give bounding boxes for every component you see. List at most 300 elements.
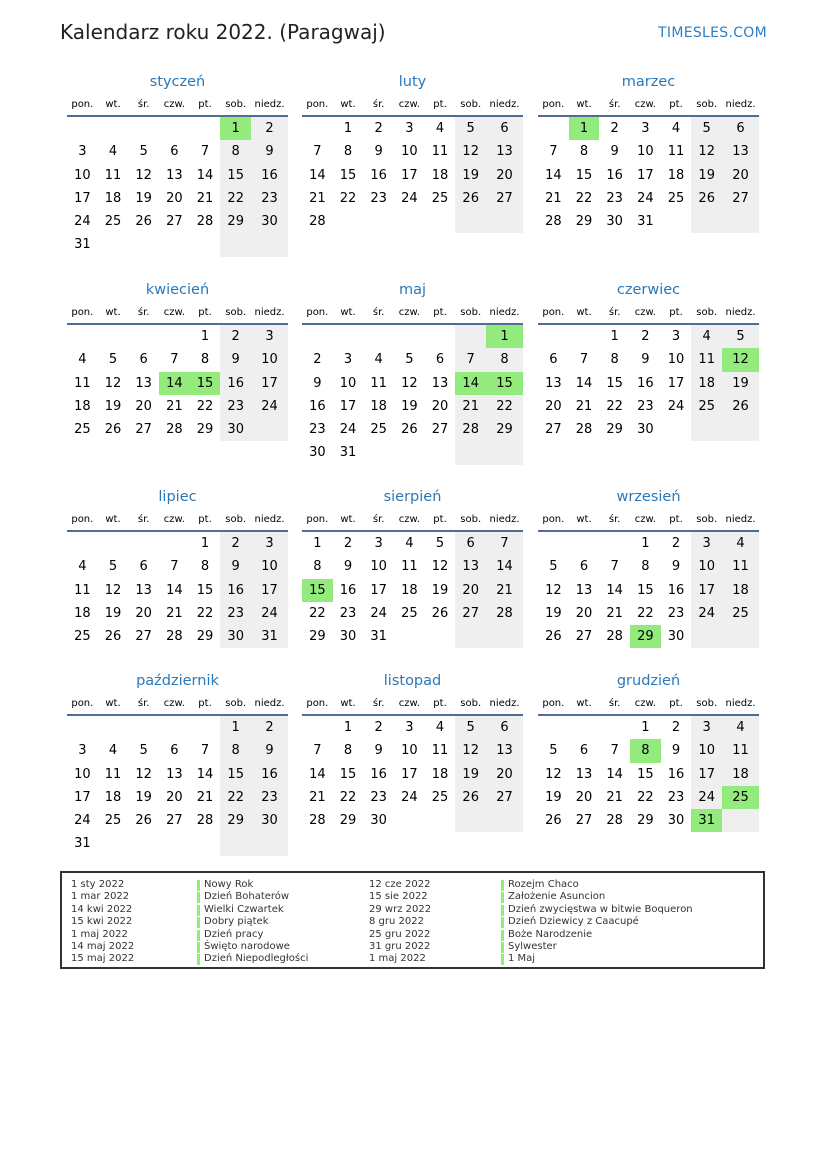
day-cell[interactable]: 21 xyxy=(545,190,562,206)
day-cell[interactable]: 29 xyxy=(309,629,326,645)
day-cell[interactable]: 21 xyxy=(196,190,214,206)
day-cell[interactable]: 30 xyxy=(339,629,357,645)
day-cell[interactable]: 21 xyxy=(196,789,214,805)
day-cell[interactable]: 24 xyxy=(251,602,288,625)
day-cell[interactable]: 15 xyxy=(486,372,523,395)
day-cell[interactable]: 26 xyxy=(104,422,122,438)
day-cell[interactable]: 6 xyxy=(486,117,523,140)
day-cell[interactable]: 1 xyxy=(610,329,619,344)
day-cell[interactable]: 26 xyxy=(135,214,152,230)
day-cell[interactable]: 31 xyxy=(637,214,654,230)
day-cell[interactable]: 21 xyxy=(455,395,486,418)
day-cell[interactable]: 15 xyxy=(196,582,214,598)
day-cell[interactable]: 22 xyxy=(486,395,523,418)
day-cell[interactable]: 5 xyxy=(722,325,759,348)
day-cell[interactable]: 5 xyxy=(405,352,414,368)
day-cell[interactable]: 3 xyxy=(641,121,650,136)
day-cell[interactable]: 2 xyxy=(313,352,322,368)
day-cell[interactable]: 18 xyxy=(722,763,759,786)
day-cell[interactable]: 11 xyxy=(104,167,122,183)
day-cell[interactable]: 23 xyxy=(606,190,623,206)
day-cell[interactable]: 5 xyxy=(455,117,486,140)
day-cell[interactable]: 8 xyxy=(579,144,589,160)
day-cell[interactable]: 23 xyxy=(309,422,326,438)
day-cell[interactable]: 10 xyxy=(251,348,288,371)
day-cell[interactable]: 19 xyxy=(545,605,562,621)
day-cell[interactable]: 16 xyxy=(309,398,326,414)
day-cell[interactable]: 5 xyxy=(549,559,558,575)
day-cell[interactable]: 18 xyxy=(431,167,449,183)
day-cell[interactable]: 31 xyxy=(339,445,357,461)
day-cell[interactable]: 7 xyxy=(200,743,210,759)
day-cell[interactable]: 17 xyxy=(401,766,418,782)
day-cell[interactable]: 13 xyxy=(135,375,152,391)
day-cell[interactable]: 17 xyxy=(637,167,654,183)
day-cell[interactable]: 26 xyxy=(455,187,486,210)
day-cell[interactable]: 18 xyxy=(667,167,685,183)
day-cell[interactable]: 31 xyxy=(370,629,387,645)
day-cell[interactable]: 17 xyxy=(251,579,288,602)
day-cell[interactable]: 20 xyxy=(545,398,562,414)
day-cell[interactable]: 26 xyxy=(545,629,562,645)
day-cell[interactable]: 4 xyxy=(435,720,445,735)
day-cell[interactable]: 14 xyxy=(606,766,623,782)
day-cell[interactable]: 20 xyxy=(575,789,593,805)
day-cell[interactable]: 30 xyxy=(309,445,326,461)
day-cell[interactable]: 6 xyxy=(139,559,148,575)
day-cell[interactable]: 4 xyxy=(722,532,759,555)
day-cell[interactable]: 25 xyxy=(104,214,122,230)
day-cell[interactable]: 3 xyxy=(78,144,87,160)
day-cell[interactable]: 16 xyxy=(339,582,357,598)
day-cell[interactable]: 19 xyxy=(401,398,418,414)
day-cell[interactable]: 4 xyxy=(78,352,87,368)
day-cell[interactable]: 27 xyxy=(486,187,523,210)
day-cell[interactable]: 14 xyxy=(196,167,214,183)
day-cell[interactable]: 24 xyxy=(637,190,654,206)
day-cell[interactable]: 24 xyxy=(667,398,685,414)
day-cell[interactable]: 10 xyxy=(691,739,722,762)
day-cell[interactable]: 27 xyxy=(575,813,593,829)
day-cell[interactable]: 12 xyxy=(401,375,418,391)
day-cell[interactable]: 26 xyxy=(545,813,562,829)
day-cell[interactable]: 3 xyxy=(691,532,722,555)
day-cell[interactable]: 6 xyxy=(579,559,589,575)
day-cell[interactable]: 30 xyxy=(251,210,288,233)
brand-logo-text[interactable]: TIMESLES.COM xyxy=(658,25,767,41)
day-cell[interactable]: 4 xyxy=(691,325,722,348)
day-cell[interactable]: 16 xyxy=(370,766,387,782)
day-cell[interactable]: 9 xyxy=(641,352,650,368)
day-cell[interactable]: 19 xyxy=(135,190,152,206)
day-cell[interactable]: 6 xyxy=(139,352,148,368)
day-cell[interactable]: 21 xyxy=(606,605,623,621)
day-cell[interactable]: 28 xyxy=(606,629,623,645)
day-cell[interactable]: 9 xyxy=(374,144,383,160)
day-cell[interactable]: 3 xyxy=(405,121,414,136)
day-cell[interactable]: 7 xyxy=(170,559,179,575)
day-cell[interactable]: 9 xyxy=(220,555,251,578)
day-cell[interactable]: 18 xyxy=(104,190,122,206)
day-cell[interactable]: 28 xyxy=(166,422,183,438)
day-cell[interactable]: 3 xyxy=(343,352,353,368)
day-cell[interactable]: 10 xyxy=(339,375,357,391)
day-cell[interactable]: 9 xyxy=(610,144,619,160)
day-cell[interactable]: 20 xyxy=(135,398,152,414)
day-cell[interactable]: 1 xyxy=(313,536,322,551)
day-cell[interactable]: 9 xyxy=(374,743,383,759)
day-cell[interactable]: 7 xyxy=(579,352,589,368)
day-cell[interactable]: 28 xyxy=(309,214,326,230)
day-cell[interactable]: 2 xyxy=(220,532,251,555)
day-cell[interactable]: 28 xyxy=(545,214,562,230)
day-cell[interactable]: 25 xyxy=(74,422,91,438)
day-cell[interactable]: 28 xyxy=(166,629,183,645)
day-cell[interactable]: 6 xyxy=(170,144,179,160)
day-cell[interactable]: 29 xyxy=(196,422,214,438)
day-cell[interactable]: 10 xyxy=(637,144,654,160)
day-cell[interactable]: 29 xyxy=(486,418,523,441)
day-cell[interactable]: 16 xyxy=(637,375,654,391)
day-cell[interactable]: 22 xyxy=(637,789,654,805)
day-cell[interactable]: 1 xyxy=(343,121,353,136)
day-cell[interactable]: 25 xyxy=(691,395,722,418)
day-cell[interactable]: 23 xyxy=(370,190,387,206)
day-cell[interactable]: 12 xyxy=(135,766,152,782)
day-cell[interactable]: 24 xyxy=(370,605,387,621)
day-cell[interactable]: 23 xyxy=(251,786,288,809)
day-cell[interactable]: 22 xyxy=(339,190,357,206)
day-cell[interactable]: 16 xyxy=(667,582,685,598)
day-cell[interactable]: 25 xyxy=(667,190,685,206)
day-cell[interactable]: 28 xyxy=(575,422,593,438)
day-cell[interactable]: 12 xyxy=(431,559,449,575)
day-cell[interactable]: 6 xyxy=(549,352,558,368)
day-cell[interactable]: 23 xyxy=(667,605,685,621)
day-cell[interactable]: 23 xyxy=(667,789,685,805)
day-cell[interactable]: 11 xyxy=(722,739,759,762)
day-cell[interactable]: 15 xyxy=(339,167,357,183)
day-cell[interactable]: 2 xyxy=(671,536,681,551)
day-cell[interactable]: 7 xyxy=(486,532,523,555)
day-cell[interactable]: 4 xyxy=(671,121,681,136)
day-cell[interactable]: 22 xyxy=(575,190,593,206)
day-cell[interactable]: 19 xyxy=(135,789,152,805)
day-cell[interactable]: 23 xyxy=(220,602,251,625)
day-cell[interactable]: 25 xyxy=(104,813,122,829)
day-cell[interactable]: 27 xyxy=(455,602,486,625)
day-cell[interactable]: 24 xyxy=(74,813,91,829)
day-cell[interactable]: 8 xyxy=(610,352,619,368)
day-cell[interactable]: 2 xyxy=(251,117,288,140)
day-cell[interactable]: 19 xyxy=(722,372,759,395)
day-cell[interactable]: 27 xyxy=(722,187,759,210)
day-cell[interactable]: 19 xyxy=(104,605,122,621)
day-cell[interactable]: 5 xyxy=(455,716,486,739)
day-cell[interactable]: 12 xyxy=(104,582,122,598)
day-cell[interactable]: 1 xyxy=(486,325,523,348)
day-cell[interactable]: 6 xyxy=(579,743,589,759)
day-cell[interactable]: 19 xyxy=(691,164,722,187)
day-cell[interactable]: 24 xyxy=(251,395,288,418)
day-cell[interactable]: 20 xyxy=(486,164,523,187)
day-cell[interactable]: 14 xyxy=(575,375,593,391)
day-cell[interactable]: 30 xyxy=(667,813,685,829)
day-cell[interactable]: 2 xyxy=(220,325,251,348)
day-cell[interactable]: 22 xyxy=(220,187,251,210)
day-cell[interactable]: 13 xyxy=(135,582,152,598)
day-cell[interactable]: 8 xyxy=(630,739,661,762)
day-cell[interactable]: 13 xyxy=(486,739,523,762)
day-cell[interactable]: 12 xyxy=(722,348,759,371)
day-cell[interactable]: 8 xyxy=(343,144,353,160)
day-cell[interactable]: 17 xyxy=(74,789,91,805)
day-cell[interactable]: 8 xyxy=(343,743,353,759)
day-cell[interactable]: 4 xyxy=(374,352,383,368)
day-cell[interactable]: 3 xyxy=(78,743,87,759)
day-cell[interactable]: 13 xyxy=(575,766,593,782)
day-cell[interactable]: 12 xyxy=(545,582,562,598)
day-cell[interactable]: 7 xyxy=(610,559,619,575)
day-cell[interactable]: 13 xyxy=(575,582,593,598)
day-cell[interactable]: 24 xyxy=(691,602,722,625)
day-cell[interactable]: 21 xyxy=(166,398,183,414)
day-cell[interactable]: 2 xyxy=(343,536,353,551)
day-cell[interactable]: 5 xyxy=(108,559,118,575)
day-cell[interactable]: 4 xyxy=(78,559,87,575)
day-cell[interactable]: 29 xyxy=(220,210,251,233)
day-cell[interactable]: 17 xyxy=(401,167,418,183)
day-cell[interactable]: 5 xyxy=(691,117,722,140)
day-cell[interactable]: 14 xyxy=(166,582,183,598)
day-cell[interactable]: 12 xyxy=(104,375,122,391)
day-cell[interactable]: 18 xyxy=(722,579,759,602)
day-cell[interactable]: 23 xyxy=(370,789,387,805)
day-cell[interactable]: 26 xyxy=(135,813,152,829)
day-cell[interactable]: 3 xyxy=(671,329,681,344)
day-cell[interactable]: 1 xyxy=(569,117,600,140)
day-cell[interactable]: 1 xyxy=(220,117,251,140)
day-cell[interactable]: 20 xyxy=(722,164,759,187)
day-cell[interactable]: 12 xyxy=(691,140,722,163)
day-cell[interactable]: 29 xyxy=(606,422,623,438)
day-cell[interactable]: 11 xyxy=(74,582,91,598)
day-cell[interactable]: 11 xyxy=(431,743,449,759)
day-cell[interactable]: 27 xyxy=(135,629,152,645)
day-cell[interactable]: 10 xyxy=(691,555,722,578)
day-cell[interactable]: 17 xyxy=(74,190,91,206)
day-cell[interactable]: 24 xyxy=(691,786,722,809)
day-cell[interactable]: 30 xyxy=(220,418,251,441)
day-cell[interactable]: 15 xyxy=(220,763,251,786)
day-cell[interactable]: 14 xyxy=(196,766,214,782)
day-cell[interactable]: 17 xyxy=(691,763,722,786)
day-cell[interactable]: 25 xyxy=(431,789,449,805)
day-cell[interactable]: 4 xyxy=(108,743,118,759)
day-cell[interactable]: 5 xyxy=(139,743,148,759)
day-cell[interactable]: 10 xyxy=(370,559,387,575)
day-cell[interactable]: 21 xyxy=(486,579,523,602)
day-cell[interactable]: 12 xyxy=(135,167,152,183)
day-cell[interactable]: 8 xyxy=(200,559,210,575)
day-cell[interactable]: 28 xyxy=(196,813,214,829)
day-cell[interactable]: 8 xyxy=(486,348,523,371)
day-cell[interactable]: 28 xyxy=(309,813,326,829)
day-cell[interactable]: 22 xyxy=(606,398,623,414)
day-cell[interactable]: 19 xyxy=(455,164,486,187)
day-cell[interactable]: 10 xyxy=(401,743,418,759)
day-cell[interactable]: 11 xyxy=(691,348,722,371)
day-cell[interactable]: 15 xyxy=(637,582,654,598)
day-cell[interactable]: 1 xyxy=(641,536,650,551)
day-cell[interactable]: 7 xyxy=(170,352,179,368)
day-cell[interactable]: 9 xyxy=(671,559,681,575)
day-cell[interactable]: 3 xyxy=(251,325,288,348)
day-cell[interactable]: 21 xyxy=(309,789,326,805)
day-cell[interactable]: 13 xyxy=(455,555,486,578)
day-cell[interactable]: 22 xyxy=(196,605,214,621)
day-cell[interactable]: 2 xyxy=(671,720,681,735)
day-cell[interactable]: 30 xyxy=(220,625,251,648)
day-cell[interactable]: 22 xyxy=(637,605,654,621)
day-cell[interactable]: 21 xyxy=(166,605,183,621)
day-cell[interactable]: 10 xyxy=(74,167,91,183)
day-cell[interactable]: 8 xyxy=(220,739,251,762)
day-cell[interactable]: 30 xyxy=(667,629,685,645)
day-cell[interactable]: 18 xyxy=(431,766,449,782)
day-cell[interactable]: 29 xyxy=(637,813,654,829)
day-cell[interactable]: 11 xyxy=(401,559,418,575)
day-cell[interactable]: 27 xyxy=(135,422,152,438)
day-cell[interactable]: 14 xyxy=(545,167,562,183)
day-cell[interactable]: 7 xyxy=(313,743,322,759)
day-cell[interactable]: 3 xyxy=(374,536,383,551)
day-cell[interactable]: 8 xyxy=(641,559,650,575)
day-cell[interactable]: 25 xyxy=(431,190,449,206)
day-cell[interactable]: 22 xyxy=(339,789,357,805)
day-cell[interactable]: 15 xyxy=(575,167,593,183)
day-cell[interactable]: 27 xyxy=(431,422,449,438)
day-cell[interactable]: 30 xyxy=(251,809,288,832)
day-cell[interactable]: 25 xyxy=(722,786,759,809)
day-cell[interactable]: 17 xyxy=(251,372,288,395)
day-cell[interactable]: 20 xyxy=(575,605,593,621)
day-cell[interactable]: 15 xyxy=(339,766,357,782)
day-cell[interactable]: 13 xyxy=(166,167,183,183)
day-cell[interactable]: 5 xyxy=(108,352,118,368)
day-cell[interactable]: 11 xyxy=(431,144,449,160)
day-cell[interactable]: 4 xyxy=(722,716,759,739)
day-cell[interactable]: 12 xyxy=(545,766,562,782)
day-cell[interactable]: 24 xyxy=(401,190,418,206)
day-cell[interactable]: 11 xyxy=(104,766,122,782)
day-cell[interactable]: 7 xyxy=(313,144,322,160)
day-cell[interactable]: 16 xyxy=(220,579,251,602)
day-cell[interactable]: 11 xyxy=(74,375,91,391)
day-cell[interactable]: 3 xyxy=(691,716,722,739)
day-cell[interactable]: 24 xyxy=(74,214,91,230)
day-cell[interactable]: 12 xyxy=(455,140,486,163)
day-cell[interactable]: 11 xyxy=(667,144,685,160)
day-cell[interactable]: 13 xyxy=(431,375,449,391)
day-cell[interactable]: 6 xyxy=(435,352,445,368)
day-cell[interactable]: 27 xyxy=(545,422,562,438)
day-cell[interactable]: 26 xyxy=(455,786,486,809)
day-cell[interactable]: 30 xyxy=(370,813,387,829)
day-cell[interactable]: 24 xyxy=(339,422,357,438)
day-cell[interactable]: 14 xyxy=(455,372,486,395)
day-cell[interactable]: 26 xyxy=(431,605,449,621)
day-cell[interactable]: 4 xyxy=(405,536,414,551)
day-cell[interactable]: 2 xyxy=(374,720,383,735)
day-cell[interactable]: 1 xyxy=(641,720,650,735)
day-cell[interactable]: 9 xyxy=(251,140,288,163)
day-cell[interactable]: 21 xyxy=(575,398,593,414)
day-cell[interactable]: 28 xyxy=(455,418,486,441)
day-cell[interactable]: 30 xyxy=(637,422,654,438)
day-cell[interactable]: 1 xyxy=(220,716,251,739)
day-cell[interactable]: 14 xyxy=(486,555,523,578)
day-cell[interactable]: 31 xyxy=(691,809,722,832)
day-cell[interactable]: 26 xyxy=(401,422,418,438)
day-cell[interactable]: 27 xyxy=(166,214,183,230)
day-cell[interactable]: 18 xyxy=(401,582,418,598)
day-cell[interactable]: 5 xyxy=(435,536,445,551)
day-cell[interactable]: 28 xyxy=(606,813,623,829)
day-cell[interactable]: 17 xyxy=(370,582,387,598)
day-cell[interactable]: 6 xyxy=(170,743,179,759)
day-cell[interactable]: 9 xyxy=(220,348,251,371)
day-cell[interactable]: 7 xyxy=(200,144,210,160)
day-cell[interactable]: 18 xyxy=(370,398,387,414)
day-cell[interactable]: 20 xyxy=(166,190,183,206)
day-cell[interactable]: 18 xyxy=(74,398,91,414)
day-cell[interactable]: 11 xyxy=(722,555,759,578)
day-cell[interactable]: 15 xyxy=(220,164,251,187)
day-cell[interactable]: 24 xyxy=(401,789,418,805)
day-cell[interactable]: 25 xyxy=(722,602,759,625)
day-cell[interactable]: 16 xyxy=(251,164,288,187)
day-cell[interactable]: 16 xyxy=(251,763,288,786)
day-cell[interactable]: 17 xyxy=(667,375,685,391)
day-cell[interactable]: 1 xyxy=(343,720,353,735)
day-cell[interactable]: 16 xyxy=(220,372,251,395)
day-cell[interactable]: 13 xyxy=(545,375,562,391)
day-cell[interactable]: 18 xyxy=(691,372,722,395)
day-cell[interactable]: 22 xyxy=(220,786,251,809)
day-cell[interactable]: 12 xyxy=(455,739,486,762)
day-cell[interactable]: 23 xyxy=(220,395,251,418)
day-cell[interactable]: 3 xyxy=(405,720,414,735)
day-cell[interactable]: 10 xyxy=(401,144,418,160)
day-cell[interactable]: 21 xyxy=(606,789,623,805)
day-cell[interactable]: 29 xyxy=(220,809,251,832)
day-cell[interactable]: 7 xyxy=(455,348,486,371)
day-cell[interactable]: 31 xyxy=(251,625,288,648)
day-cell[interactable]: 17 xyxy=(339,398,357,414)
day-cell[interactable]: 9 xyxy=(313,375,322,391)
day-cell[interactable]: 9 xyxy=(251,739,288,762)
day-cell[interactable]: 7 xyxy=(549,144,558,160)
day-cell[interactable]: 25 xyxy=(370,422,387,438)
day-cell[interactable]: 4 xyxy=(108,144,118,160)
day-cell[interactable]: 2 xyxy=(610,121,619,136)
day-cell[interactable]: 11 xyxy=(370,375,387,391)
day-cell[interactable]: 20 xyxy=(455,579,486,602)
day-cell[interactable]: 2 xyxy=(641,329,650,344)
day-cell[interactable]: 17 xyxy=(691,579,722,602)
day-cell[interactable]: 23 xyxy=(637,398,654,414)
